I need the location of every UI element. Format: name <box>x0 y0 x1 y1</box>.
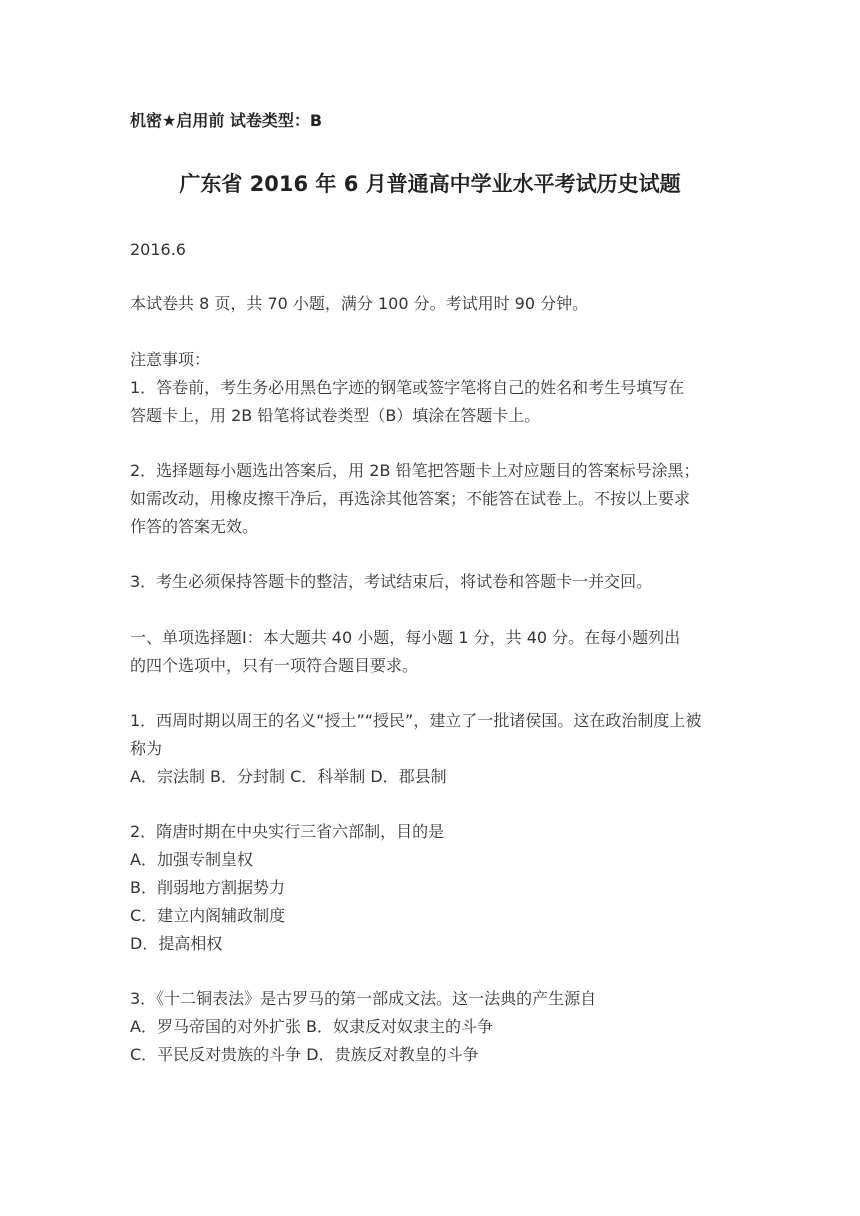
question-3-stem: 3．《十二铜表法》是古罗马的第一部成文法。这一法典的产生源自 <box>130 989 597 1008</box>
notice-item-3-line-1: 3．考生必须保持答题卡的整洁，考试结束后，将试卷和答题卡一并交回。 <box>130 572 653 591</box>
notice-item-2-line-3: 作答的答案无效。 <box>130 517 259 536</box>
exam-date: 2016.6 <box>130 240 186 259</box>
exam-intro: 本试卷共 8 页，共 70 小题，满分 100 分。考试用时 90 分钟。 <box>130 294 589 313</box>
section-instructions-line-1: 一、单项选择题Ⅰ：本大题共 40 小题，每小题 1 分，共 40 分。在每小题列出 <box>130 628 681 647</box>
question-1-options: A．宗法制 B．分封制 C．科举制 D．郡县制 <box>130 767 447 786</box>
question-2-option-a: A．加强专制皇权 <box>130 850 253 869</box>
question-1-stem-line-2: 称为 <box>130 739 163 758</box>
question-2-stem: 2．隋唐时期在中央实行三省六部制，目的是 <box>130 822 445 841</box>
question-2-option-d: D．提高相权 <box>130 934 223 953</box>
notice-heading: 注意事项： <box>130 350 211 369</box>
question-2-option-c: C．建立内阁辅政制度 <box>130 906 286 925</box>
notice-item-1-line-2: 答题卡上，用 2B 铅笔将试卷类型（B）填涂在答题卡上。 <box>130 406 541 425</box>
question-2-option-b: B．削弱地方割据势力 <box>130 878 285 897</box>
question-3-options-line-1: A．罗马帝国的对外扩张 B．奴隶反对奴隶主的斗争 <box>130 1017 494 1036</box>
question-3-options-line-2: C．平民反对贵族的斗争 D．贵族反对教皇的斗争 <box>130 1045 479 1064</box>
notice-item-2-line-2: 如需改动，用橡皮擦干净后，再选涂其他答案；不能答在试卷上。不按以上要求 <box>130 489 691 508</box>
classification-header: 机密★启用前 试卷类型：B <box>130 111 323 130</box>
notice-item-2-line-1: 2．选择题每小题选出答案后，用 2B 铅笔把答题卡上对应题目的答案标号涂黑； <box>130 461 700 480</box>
section-instructions-line-2: 的四个选项中，只有一项符合题目要求。 <box>130 656 419 675</box>
notice-item-1-line-1: 1．答卷前，考生务必用黑色字迹的钢笔或签字笔将自己的姓名和考生号填写在 <box>130 378 685 397</box>
question-1-stem-line-1: 1．西周时期以周王的名义“授土”“授民”，建立了一批诸侯国。这在政治制度上被 <box>130 711 702 730</box>
page-title: 广东省 2016 年 6 月普通高中学业水平考试历史试题 <box>179 172 681 196</box>
